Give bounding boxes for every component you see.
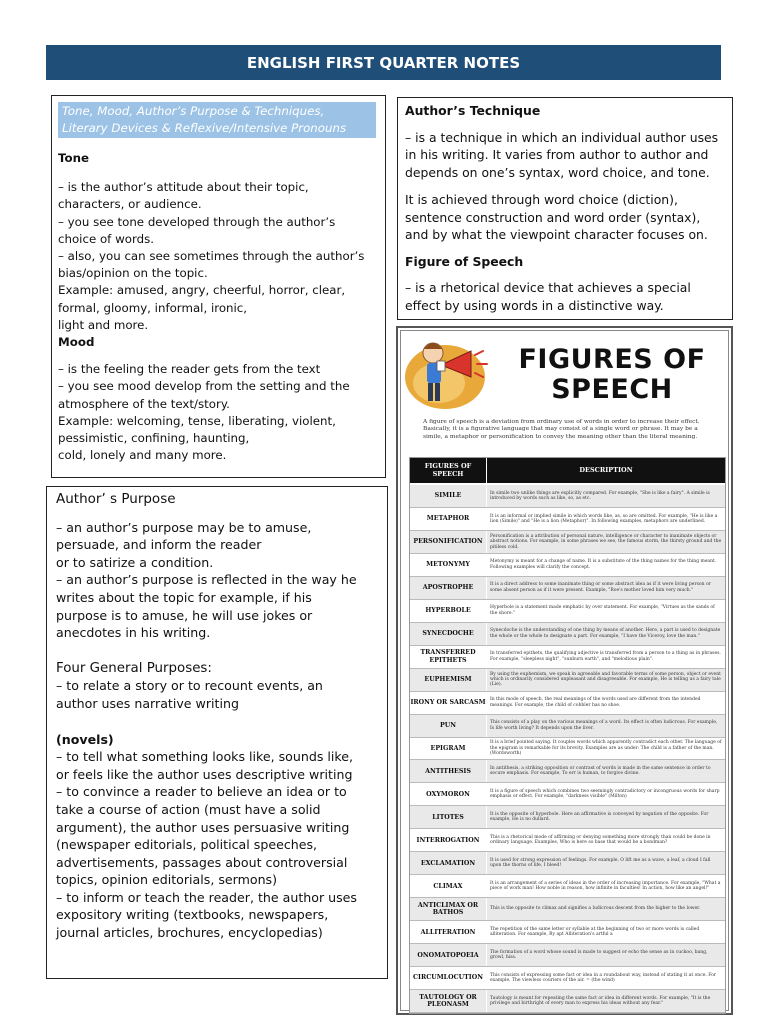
tone-line: – you see tone developed through the author’s [58,214,336,229]
mood-line: – you see mood develop from the setting and the [58,379,350,394]
table-row [410,623,725,646]
tone-line: bias/opinion on the topic. [58,266,208,281]
technique-line: It is achieved through word choice (diction), [405,192,678,207]
figure-term: ONOMATOPOEIA [410,944,487,966]
table-row [410,898,725,921]
figure-description: In transferred epithets, the qualifying adjective is transferred from a person to a thing as in phrases. For example, "sleepless night", "sunburn earth", and "melodious plain". [490,651,721,662]
infographic-frame [400,330,729,1011]
table-row [410,577,725,600]
purpose-line: purpose is to amuse, he will use jokes or [56,607,313,623]
page-banner: ENGLISH FIRST QUARTER NOTES [46,45,721,80]
figure-description: It is an arrangement of a series of ideas in the order of increasing importance. For example, "What a piece of work man! How noble in reason, how infinite in faculties! In action, how like an angel!" [490,880,721,892]
purpose-line: advertisements, passages about controversial [56,854,348,870]
figure-description: It is a figure of speech which combines two seemingly contradictory or incongruous words for sharp emphasis or effect. For example, "darkness visible" (Milton) [490,788,720,800]
figure-description: Metonymy is meant for a change of name. It is a substitute of the thing names for the thing meant. Following examples will clarify the concept. [490,559,717,570]
figure-term: TRANSFERRED EPITHETS [410,646,487,668]
table-row [410,967,725,990]
spacer [56,713,378,731]
figure-description: This consists of expressing some fact or idea in a roundabout way, instead of stating it at once. For example, The viewless couriers of the air. = (the wind) [490,972,716,984]
figure-description: It is a direct address to some inanimate thing or some abstract idea as if it were living person or some absent person as if it were present. Example, "Roe's mother loved him very much." [490,582,711,593]
purpose-line: or to satirize a condition. [56,554,214,570]
purpose-line: topics, opinion editorials, sermons) [56,872,278,888]
purpose-line: – to inform or teach the reader, the author uses [56,889,357,905]
technique-line: and by what the viewpoint character focuses on. [405,227,708,242]
figure-term: SYNECDOCHE [410,623,487,645]
figure-description: This is the opposite to climax and signifies a ludicrous descent from the higher to the lower. [490,906,701,912]
figure-description: In simile two unlike things are explicitly compared. For example, "She is like a fairy". A simile is introduced by words such as like, so, as etc. [490,490,710,501]
figures-of-speech-table [409,457,726,1014]
purpose-line: persuade, and inform the reader [56,537,262,553]
column-header-description: DESCRIPTION [487,458,725,483]
figure-term: METAPHOR [410,508,487,530]
mood-heading: Mood [58,335,95,350]
figure-term: PUN [410,715,487,737]
tone-heading: Tone [58,151,89,165]
tone-line: choice of words. [58,231,154,246]
purpose-line: or feels like the author uses descriptive writing [56,766,353,782]
infographic-intro: A figure of speech is a deviation from ordinary use of words in order to increase their effect. Basically, it is a figurative language that may consist of a single word or phrase. It may be a simile, a metaphor or personification to convey the meaning other than the literal meaning. [423,419,700,440]
purpose-line: – to convince a reader to believe an idea or to [56,784,347,800]
figure-term: APOSTROPHE [410,577,487,599]
figure-description: It is an informal or implied simile in which words like, as, so are omitted. For example, "He is like a lion (Simile)" and "He is a lion (Metaphor)". In following examples, metaphors are underlined. [490,513,718,524]
figure-term: ANTITHESIS [410,760,487,782]
column-header-term: FIGURES OF SPEECH [410,458,486,483]
megaphone-mascot-icon [403,333,497,413]
figure-term: HYPERBOLE [410,600,487,622]
figure-term: METONYMY [410,554,487,576]
figure-term: INTERROGATION [410,829,487,851]
figure-term: LITOTES [410,806,487,828]
highlight-line: Tone, Mood, Author’s Purpose & Techniques, [62,104,325,118]
figure-description: It is used for strong expression of feelings. For example, O lift me as a wave, a leaf, a cloud I fall upon the thorns of life, I bleed! [490,857,711,869]
table-row [410,692,725,715]
figure-description: The repetition of the same letter or syllable at the beginning of two or more words is called alliteration. For example, By apt Alliteration's artful a [490,926,700,938]
purpose-line: take a course of action (must have a solid [56,801,321,817]
purpose-heading: Author’ s Purpose [56,491,176,507]
figure-term: SIMILE [410,485,487,507]
tone-line: Example: amused, angry, cheerful, horror, clear, [58,283,346,298]
tone-line: – also, you can see sometimes through the author’s [58,249,365,264]
four-purposes-heading: Four General Purposes: [56,660,212,676]
figure-description: By using the euphemism, we speak in agreeable and favorable terms of some person, object or event which is ordinarily considered unpleasant and disagreeable. For example, He is telling us a fairy tale (Lie). [490,671,721,688]
figure-description: Synecdoche is the understanding of one thing by means of another. Here, a part is used to designate the whole or the whole to designate a part. For example, "I have the Viceroy, love the man." [490,628,721,639]
figure-description: The formation of a word whose sound is made to suggest or echo the sense as in cuckoo, bang, growl, hiss. [490,949,708,961]
table-row [410,738,725,761]
technique-line: in his writing. It varies from author to author and [405,147,709,162]
table-row [410,669,725,692]
technique-heading: Author’s Technique [405,103,541,118]
purpose-line: argument), the author uses persuasive writing [56,819,350,835]
figure-description: Hyperbole is a statement made emphatic by over statement. For example, "Virtues as the sands of the shore." [490,605,715,616]
table-row [410,852,725,875]
purpose-line: journal articles, brochures, encyclopedias) [56,925,323,941]
figure-description: In this mode of speech, the real meanings of the words used are different from the intended meanings. For example, the child of cobbler has no shoe. [490,697,701,708]
table-row [410,875,725,898]
fos-line: – is a rhetorical device that achieves a special [405,280,691,295]
purpose-line: expository writing (textbooks, newspapers, [56,907,329,923]
infographic-title [497,345,727,405]
mood-line: atmosphere of the text/story. [58,396,230,411]
purpose-line: – an author’s purpose may be to amuse, [56,519,312,535]
figure-description: This is a rhetorical mode of affirming or denying something more strongly than could be done in ordinary language. Examples, Who is here so base that would be a bondman? [490,834,711,846]
figure-term: OXYMORON [410,783,487,805]
figure-description: Tautology is meant for repeating the same fact or idea in different words. For example, "It is the privilege and birthright of every man to express his ideas without any fear." [490,995,711,1006]
mood-line: – is the feeling the reader gets from the text [58,362,321,377]
table-row [410,806,725,829]
table-row [410,485,725,508]
mood-line: pessimistic, confining, haunting, [58,431,250,446]
tone-text [58,179,379,334]
novels-label: (novels) [56,731,114,747]
figure-term: IRONY OR SARCASM [410,692,487,714]
mood-line: Example: welcoming, tense, liberating, violent, [58,413,336,428]
figures-of-speech-infographic [396,326,733,1015]
table-row [410,508,725,531]
spacer [405,181,725,191]
technique-line: sentence construction and word order (syntax), [405,209,701,225]
purpose-line: – an author’s purpose is reflected in the way he [56,572,357,588]
figure-description: Personification is a attribution of personal nature, intelligence or character to inanimate objects or abstract notions. For example, in some phrases we see, the famous storm, the thirsty ground and the pitiless cold. [490,533,722,550]
figure-term: CLIMAX [410,875,487,897]
figure-term: TAUTOLOGY OR PLEONASM [410,990,487,1012]
figure-term: CIRCUMLOCUTION [410,967,487,989]
figure-description: It is a brief pointed saying. It couples words which apparently contradict each other. The language of the epigram is remarkable for its brevity. Examples are as under: The child is a father of the man. (Wordsworth) [490,740,722,757]
figure-term: EPIGRAM [410,738,487,760]
figure-term: ALLITERATION [410,921,487,943]
author-purpose-box [46,486,388,979]
title-line: SPEECH [551,374,673,405]
purpose-line: anecdotes in his writing. [56,625,211,641]
purpose-line: – to relate a story or to recount events, an [56,678,323,694]
topics-highlight [58,102,376,138]
spacer [56,642,378,660]
technique-line: – is a technique in which an individual author uses [405,129,719,145]
tone-line: formal, gloomy, informal, ironic, [58,300,248,315]
table-row [410,554,725,577]
purpose-line: (newspaper editorials, political speeches, [56,837,318,853]
table-row [410,715,725,738]
figure-term: EXCLAMATION [410,852,487,874]
tone-line: – is the author’s attitude about their topic, [58,180,309,195]
tone-line: light and more. [58,317,149,332]
figure-description: In antithesis, a striking opposition or contrast of words is made in the same sentence in order to secure emphasis. For example, To err is human, to forgive divine. [490,766,711,777]
table-row [410,600,725,623]
highlight-line: Literary Devices & Reflexive/Intensive Pronouns [62,121,347,135]
purpose-line: writes about the topic for example, if his [56,589,312,605]
table-row [410,944,725,967]
title-line: FIGURES OF [518,344,706,375]
technique-line: depends on one’s syntax, word choice, and tone. [405,164,710,180]
mood-line: cold, lonely and many more. [58,448,227,463]
figure-description: This consists of a play on the various meanings of a word. Its effect is often ludicrous. For example, Is life worth living? It depends upon the liver. [490,720,718,731]
mood-text [58,361,379,464]
table-row [410,990,725,1013]
tone-line: characters, or audience. [58,197,202,212]
table-row [410,829,725,852]
figure-term: EUPHEMISM [410,669,487,691]
purpose-line: author uses narrative writing [56,695,239,711]
table-row [410,760,725,783]
table-row [410,921,725,944]
figure-of-speech-heading: Figure of Speech [405,253,524,269]
table-row [410,531,725,554]
table-row [410,783,725,806]
figure-description: It is the opposite of hyperbole. Here an affirmative is conveyed by negation of the opposite. For example, He is no dullard. [490,811,709,823]
author-technique-box [397,97,733,320]
tone-mood-box [51,95,386,478]
table-row [410,646,725,669]
fos-line: effect by using words in a distinctive way. [405,297,664,313]
figure-term: PERSONIFICATION [410,531,487,553]
purpose-line: – to tell what something looks like, sounds like, [56,749,353,765]
figure-term: ANTICLIMAX OR BATHOS [410,898,487,920]
